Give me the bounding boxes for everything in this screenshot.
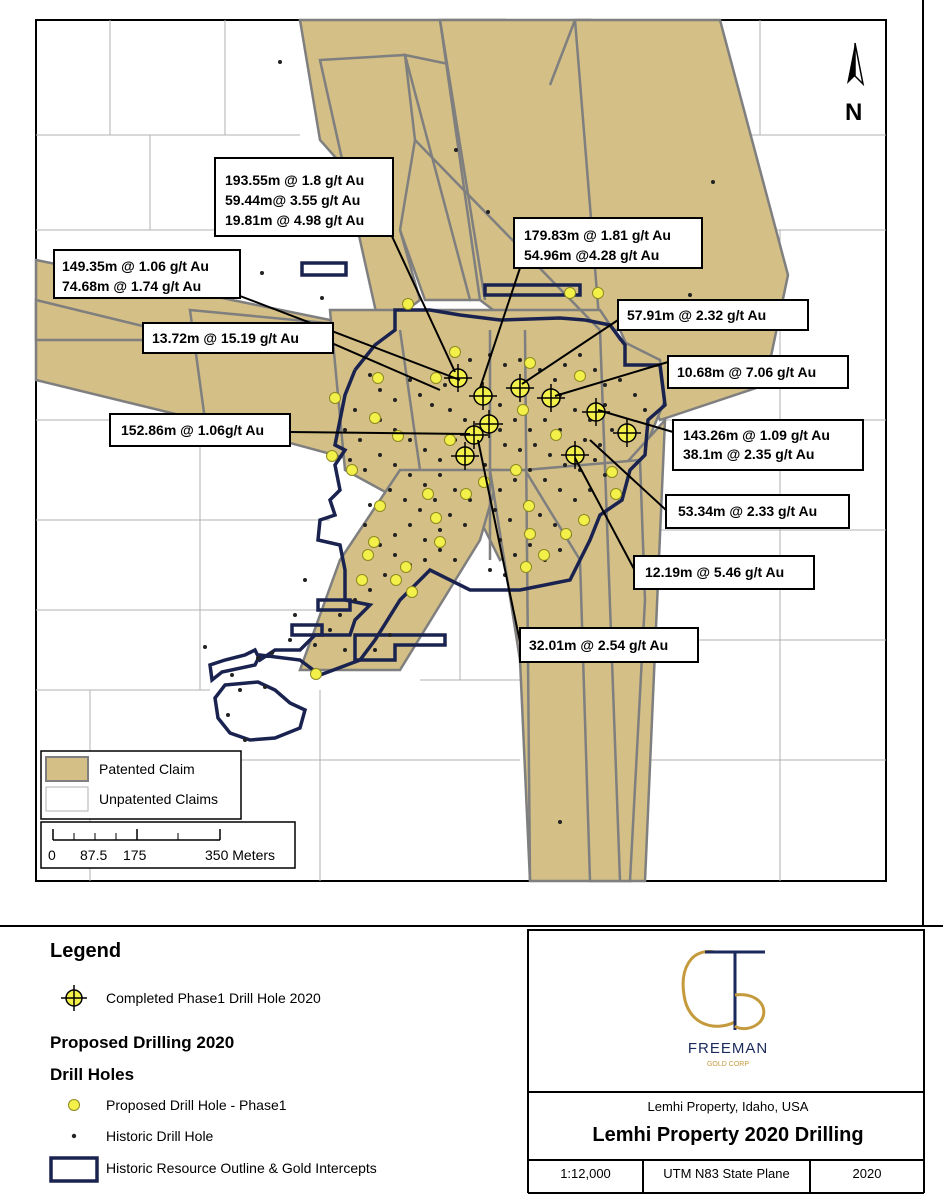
callout-1 xyxy=(514,218,702,268)
legend-proposed-symbol xyxy=(69,1100,80,1111)
callout-10 xyxy=(520,628,698,662)
callout-text: 152.86m @ 1.06g/t Au xyxy=(121,422,265,438)
legend-historic-symbol xyxy=(72,1134,76,1138)
callout-text: 54.96m @4.28 g/t Au xyxy=(524,247,660,263)
scale-bar xyxy=(41,822,295,868)
drill-holes-heading: Drill Holes xyxy=(50,1065,135,1084)
callout-text: 38.1m @ 2.35 g/t Au xyxy=(683,446,815,462)
unpatented-label: Unpatented Claims xyxy=(99,791,219,807)
scale-tick-label: 175 xyxy=(123,847,147,863)
legend-title: Legend xyxy=(50,940,122,962)
callout-5 xyxy=(668,356,848,388)
callout-text: 13.72m @ 15.19 g/t Au xyxy=(152,330,299,346)
callout-text: 53.34m @ 2.33 g/t Au xyxy=(678,503,818,519)
proposed-heading: Proposed Drilling 2020 xyxy=(50,1033,235,1052)
callout-0 xyxy=(215,158,393,236)
scale-tick-label: 350 Meters xyxy=(205,847,276,863)
legend-completed-symbol xyxy=(61,985,87,1011)
callout-6 xyxy=(110,414,290,446)
company-name: FREEMAN xyxy=(687,1040,769,1057)
company-logo xyxy=(683,952,765,1030)
callout-text: 10.68m @ 7.06 g/t Au xyxy=(677,364,817,380)
map-year: 2020 xyxy=(852,1166,882,1181)
callout-text: 193.55m @ 1.8 g/t Au xyxy=(225,172,365,188)
inset-legend xyxy=(41,751,241,819)
callout-8 xyxy=(666,495,849,528)
callout-text: 32.01m @ 2.54 g/t Au xyxy=(529,637,669,653)
callout-4 xyxy=(618,300,808,330)
scale-tick-label: 0 xyxy=(48,847,56,863)
unpatented-swatch xyxy=(46,787,88,811)
callout-9 xyxy=(634,556,814,589)
callout-text: 59.44m@ 3.55 g/t Au xyxy=(225,192,361,208)
callout-text: 57.91m @ 2.32 g/t Au xyxy=(627,307,767,323)
legend-completed-label: Completed Phase1 Drill Hole 2020 xyxy=(106,990,321,1006)
company-sub: GOLD CORP xyxy=(706,1061,749,1068)
legend-outline-label: Historic Resource Outline & Gold Intercepts xyxy=(106,1160,377,1176)
callout-text: 143.26m @ 1.09 g/t Au xyxy=(683,427,830,443)
callout-2 xyxy=(54,250,240,298)
map-scale: 1:12,000 xyxy=(560,1166,611,1181)
callout-text: 19.81m @ 4.98 g/t Au xyxy=(225,212,365,228)
patented-swatch xyxy=(46,757,88,781)
scale-tick-label: 87.5 xyxy=(80,847,108,863)
legend-proposed-label: Proposed Drill Hole - Phase1 xyxy=(106,1097,287,1113)
map-title: Lemhi Property 2020 Drilling xyxy=(592,1124,864,1146)
north-label: N xyxy=(845,99,863,126)
map-subtitle: Lemhi Property, Idaho, USA xyxy=(647,1099,809,1114)
callout-text: 179.83m @ 1.81 g/t Au xyxy=(524,227,671,243)
legend-outline-symbol xyxy=(51,1158,97,1181)
callout-7 xyxy=(673,420,863,470)
map-projection: UTM N83 State Plane xyxy=(663,1166,790,1181)
callout-3 xyxy=(143,323,333,353)
callout-text: 12.19m @ 5.46 g/t Au xyxy=(645,564,785,580)
callout-text: 74.68m @ 1.74 g/t Au xyxy=(62,278,202,294)
patented-label: Patented Claim xyxy=(99,761,195,777)
callout-text: 149.35m @ 1.06 g/t Au xyxy=(62,258,209,274)
legend-historic-label: Historic Drill Hole xyxy=(106,1128,214,1144)
